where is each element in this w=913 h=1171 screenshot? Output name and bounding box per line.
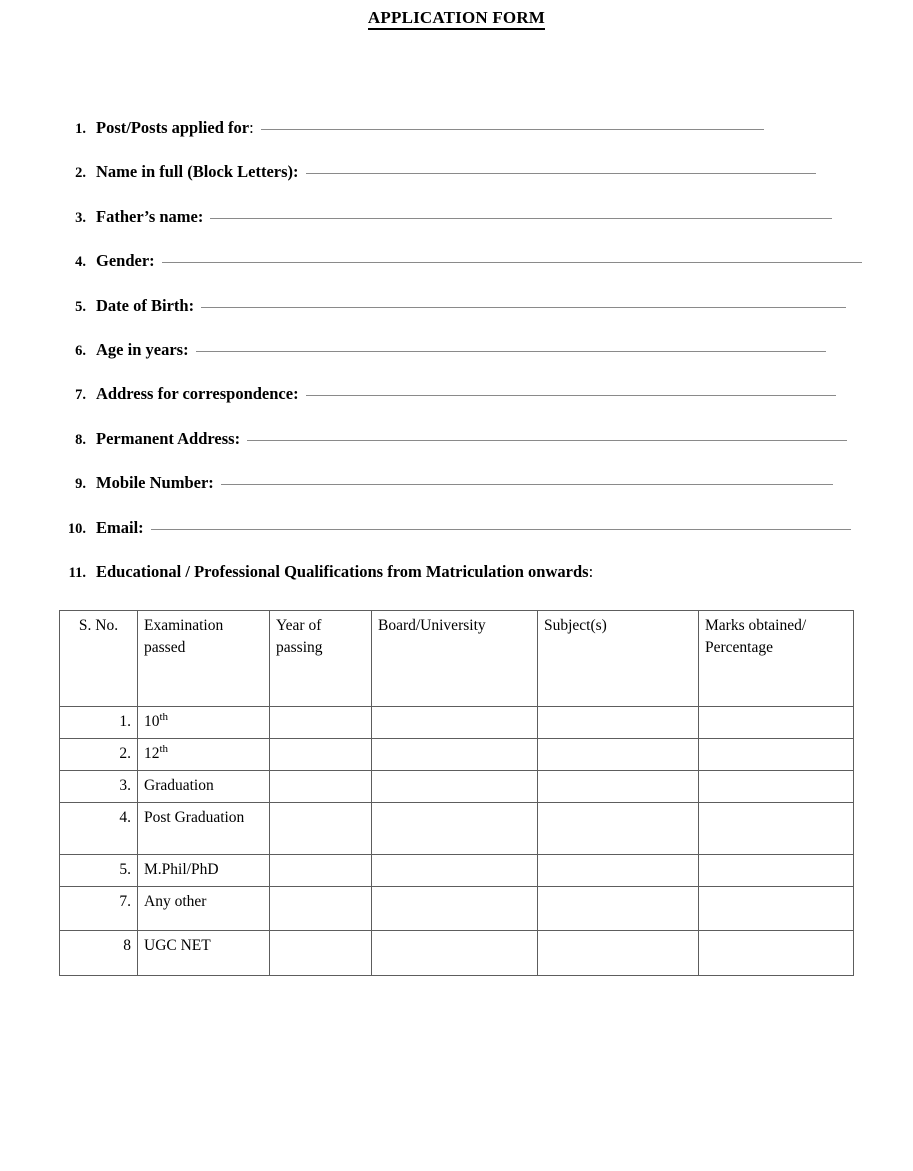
row-board[interactable] — [372, 707, 538, 739]
form-item-10-number: 10. — [67, 520, 86, 537]
row-marks[interactable] — [699, 931, 854, 976]
form-item-1-input-rule[interactable] — [261, 129, 764, 130]
row-marks[interactable] — [699, 707, 854, 739]
table-row — [60, 803, 854, 855]
row-examination[interactable] — [138, 855, 270, 887]
form-item-9-input-rule[interactable] — [221, 484, 833, 485]
form-item-3-input-rule[interactable] — [210, 218, 832, 219]
form-item-8-label: Permanent Address: — [96, 428, 241, 448]
form-item-6 — [60, 340, 890, 384]
row-examination-text: UGC NET — [144, 937, 211, 954]
table-row — [60, 931, 854, 976]
row-board[interactable] — [372, 931, 538, 976]
form-item-4-input-rule[interactable] — [162, 262, 862, 263]
row-sno: 3. — [60, 771, 138, 803]
row-board[interactable] — [372, 803, 538, 855]
form-item-3-number: 3. — [75, 209, 86, 226]
form-item-2-label: Name in full (Block Letters): — [96, 162, 299, 182]
row-examination[interactable] — [138, 887, 270, 931]
table-header-examination: Examination passed — [138, 611, 270, 707]
form-item-9-label: Mobile Number: — [96, 473, 214, 493]
form-item-10-input-rule[interactable] — [151, 529, 851, 530]
row-marks[interactable] — [699, 803, 854, 855]
row-examination[interactable] — [138, 739, 270, 771]
table-header-board: Board/University — [372, 611, 538, 707]
row-sno: 8 — [60, 931, 138, 976]
table-header-subject: Subject(s) — [538, 611, 699, 707]
row-examination[interactable] — [138, 707, 270, 739]
form-item-6-input-rule[interactable] — [196, 351, 826, 352]
row-board[interactable] — [372, 855, 538, 887]
row-examination[interactable] — [138, 931, 270, 976]
row-marks[interactable] — [699, 739, 854, 771]
form-item-6-label: Age in years: — [96, 339, 189, 359]
row-subject[interactable] — [538, 803, 699, 855]
form-item-1-label: Post/Posts applied for — [96, 118, 250, 137]
row-examination-text: Post Graduation — [144, 809, 245, 826]
row-board[interactable] — [372, 771, 538, 803]
row-year[interactable] — [270, 739, 372, 771]
row-examination-text: 10 — [144, 713, 160, 730]
row-examination-text: 12 — [144, 745, 160, 762]
form-item-7 — [60, 384, 890, 428]
form-item-1-colon: : — [249, 118, 254, 137]
table-row — [60, 887, 854, 931]
form-item-8-number: 8. — [75, 431, 86, 448]
form-item-11-number: 11. — [68, 564, 86, 581]
row-marks[interactable] — [699, 855, 854, 887]
table-row — [60, 855, 854, 887]
form-item-7-label: Address for correspondence: — [96, 384, 299, 404]
form-item-1-number: 1. — [75, 121, 86, 137]
row-subject[interactable] — [538, 931, 699, 976]
row-examination[interactable] — [138, 771, 270, 803]
row-sno: 1. — [60, 707, 138, 739]
table-row — [60, 739, 854, 771]
row-sno: 4. — [60, 803, 138, 855]
page-title-text: APPLICATION FORM — [368, 8, 545, 30]
form-item-5 — [60, 296, 890, 340]
form-item-11-colon: : — [588, 561, 594, 581]
table-header-marks: Marks obtained/ Percentage — [699, 611, 854, 707]
form-item-8-input-rule[interactable] — [247, 440, 847, 441]
form-item-1 — [60, 118, 890, 162]
table-row — [60, 707, 854, 739]
form-item-4-number: 4. — [75, 254, 86, 271]
row-year[interactable] — [270, 803, 372, 855]
row-subject[interactable] — [538, 887, 699, 931]
form-item-2 — [60, 162, 890, 206]
row-subject[interactable] — [538, 771, 699, 803]
qualifications-table — [59, 610, 854, 976]
form-item-7-input-rule[interactable] — [306, 395, 836, 396]
table-header-year: Year of passing — [270, 611, 372, 707]
form-item-11 — [60, 562, 890, 582]
form-item-7-number: 7. — [75, 387, 86, 404]
form-item-10 — [60, 518, 890, 562]
form-item-2-input-rule[interactable] — [306, 173, 816, 174]
form-item-9 — [60, 473, 890, 517]
row-sno: 5. — [60, 855, 138, 887]
form-item-4 — [60, 251, 890, 295]
form-item-10-label: Email: — [96, 517, 144, 537]
table-header-row — [60, 611, 854, 707]
row-year[interactable] — [270, 771, 372, 803]
row-sno: 2. — [60, 739, 138, 771]
form-item-2-number: 2. — [75, 165, 86, 182]
form-item-3-label: Father’s name: — [96, 206, 204, 226]
row-board[interactable] — [372, 739, 538, 771]
form-item-5-input-rule[interactable] — [201, 307, 846, 308]
form-fields-list — [60, 118, 890, 582]
form-item-11-label: Educational / Professional Qualifications from Matriculation onwards — [96, 561, 589, 581]
row-marks[interactable] — [699, 887, 854, 931]
form-item-4-label: Gender: — [96, 251, 155, 271]
row-marks[interactable] — [699, 771, 854, 803]
row-subject[interactable] — [538, 707, 699, 739]
row-board[interactable] — [372, 887, 538, 931]
form-item-3 — [60, 207, 890, 251]
row-year[interactable] — [270, 855, 372, 887]
table-row — [60, 771, 854, 803]
row-subject[interactable] — [538, 739, 699, 771]
row-examination-superscript: th — [159, 742, 169, 755]
form-item-5-label: Date of Birth: — [96, 295, 195, 315]
row-sno: 7. — [60, 887, 138, 931]
row-examination-text: Graduation — [144, 777, 214, 794]
form-item-9-number: 9. — [75, 476, 86, 493]
row-subject[interactable] — [538, 855, 699, 887]
row-year[interactable] — [270, 887, 372, 931]
form-item-6-number: 6. — [75, 342, 86, 359]
form-item-8 — [60, 429, 890, 473]
row-examination-superscript: th — [159, 710, 169, 723]
row-examination[interactable] — [138, 803, 270, 855]
table-header-sno: S. No. — [60, 611, 138, 707]
page-title — [0, 8, 913, 28]
row-examination-text: M.Phil/PhD — [144, 861, 219, 878]
form-item-5-number: 5. — [75, 298, 86, 315]
row-year[interactable] — [270, 931, 372, 976]
row-year[interactable] — [270, 707, 372, 739]
row-examination-text: Any other — [144, 893, 207, 910]
